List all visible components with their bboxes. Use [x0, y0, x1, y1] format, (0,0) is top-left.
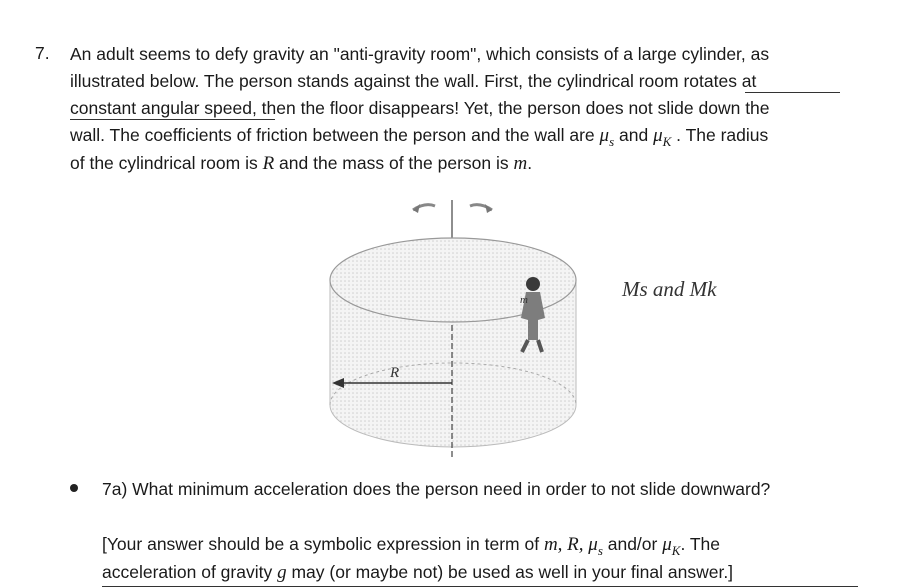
instr1-sub-k: K [671, 542, 681, 558]
problem-number: 7. [35, 43, 50, 63]
mass-text: and the mass of the person is [274, 153, 514, 173]
handwritten-note: Ms and Mk [622, 277, 717, 301]
mu-s-symbol: μ [599, 125, 610, 146]
radius-text: . The radius [671, 125, 769, 145]
gravity-symbol: g [277, 562, 287, 583]
radius-symbol: R [262, 153, 275, 174]
mu-k-subscript: K [662, 133, 672, 149]
instr2-b: may (or maybe not) be used as well in your final answer.] [286, 562, 734, 582]
instr1-c: . The [680, 534, 721, 554]
problem-line-1: An adult seems to defy gravity an "anti-gravity room", which consists of a large cylinder, as [70, 44, 770, 64]
person-mass-label: m [520, 294, 528, 306]
mass-symbol: m [513, 153, 528, 174]
question-7a: 7a) What minimum acceleration does the person need in order to not slide downward? [102, 479, 771, 499]
instr1-b: and/or [602, 534, 663, 554]
instr1-vars: m, R, μ [543, 534, 598, 555]
instruction-line-2 [102, 561, 733, 584]
instr1-sub-s: s [597, 542, 603, 558]
and-text: and [614, 125, 654, 145]
problem-line-2: illustrated below. The person stands against the wall. First, the cylindrical room rotates at [70, 71, 757, 91]
bullet-icon [70, 484, 78, 492]
mu-s-subscript: s [609, 133, 615, 149]
mu-k-symbol: μ [653, 125, 663, 146]
period: . [527, 153, 533, 173]
problem-line-3: constant angular speed, then the floor disappears! Yet, the person does not slide down the [70, 98, 770, 118]
instr2-a: acceleration of gravity [102, 562, 278, 582]
problem-line-4-text: wall. The coefficients of friction between the person and the wall are [70, 125, 600, 145]
instr1-muk: μ [662, 534, 672, 555]
problem-line-5-text: of the cylindrical room is [70, 153, 263, 173]
instruction-line-1 [102, 533, 720, 562]
radius-label: R [390, 365, 400, 381]
instruction-underline [102, 586, 858, 587]
instr1-a: [Your answer should be a symbolic expression in term of [102, 534, 544, 554]
